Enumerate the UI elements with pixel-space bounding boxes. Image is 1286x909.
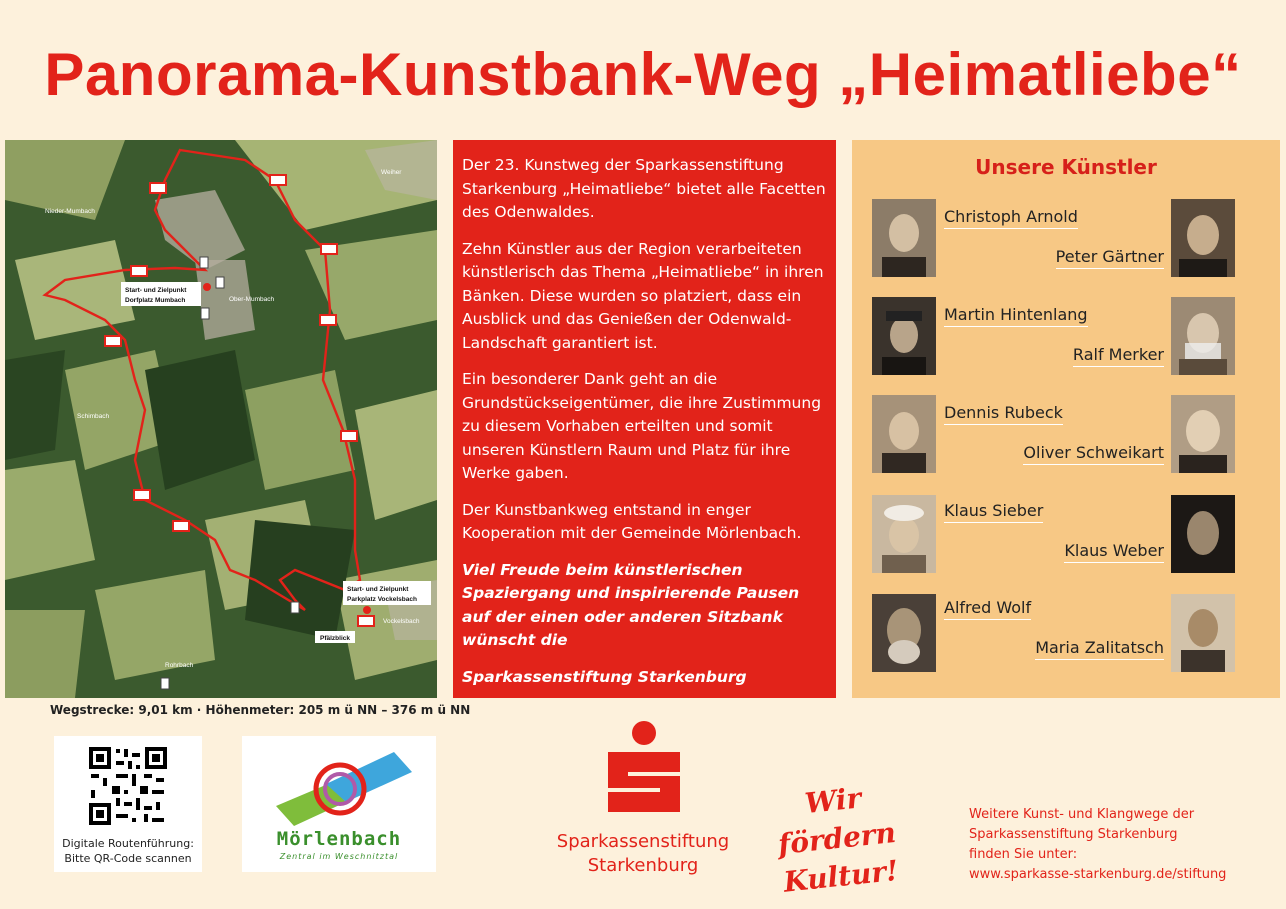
portrait-photo bbox=[872, 594, 936, 672]
artist-name: Peter Gärtner bbox=[1056, 247, 1164, 269]
artist-name: Ralf Merker bbox=[1073, 345, 1164, 367]
portrait-photo bbox=[1171, 594, 1235, 672]
qr-code-icon[interactable] bbox=[89, 747, 167, 825]
artist-name: Alfred Wolf bbox=[944, 598, 1031, 620]
qr-caption: Digitale Routenführung: Bitte QR-Code scannen bbox=[62, 837, 194, 865]
map-label: Schimbach bbox=[77, 413, 110, 420]
portrait-photo bbox=[1171, 495, 1235, 573]
moerlenbach-tagline: Zentral im Weschnitztal bbox=[279, 852, 399, 861]
artist-pair bbox=[852, 594, 1280, 674]
map-start-label: Parkplatz Vockelsbach bbox=[347, 596, 417, 603]
map-start-label: Dorfplatz Mumbach bbox=[125, 297, 186, 304]
map-label: Nieder-Mumbach bbox=[45, 208, 95, 215]
more-info: Weitere Kunst- und Klangwege der Sparkassenstiftung Starkenburg finden Sie unter: www.sparkasse-starkenburg.de/stiftung bbox=[969, 805, 1226, 885]
artist-name: Christoph Arnold bbox=[944, 207, 1078, 229]
sparkasse-name: Sparkassenstiftung Starkenburg bbox=[556, 831, 730, 876]
portrait-photo bbox=[1171, 297, 1235, 375]
map-label: Ober-Mumbach bbox=[229, 296, 275, 303]
artist-pair bbox=[852, 297, 1280, 377]
map-label: Rohrbach bbox=[165, 662, 194, 669]
portrait-photo bbox=[872, 199, 936, 277]
map-label: Pfälzblick bbox=[320, 635, 350, 642]
map-start-label: Start- und Zielpunkt bbox=[125, 287, 187, 294]
page-title: Panorama-Kunstbank-Weg „Heimatliebe“ bbox=[44, 41, 1242, 108]
portrait-photo bbox=[872, 395, 936, 473]
slogan: Wir fördern Kultur! bbox=[776, 781, 900, 899]
artist-pair bbox=[852, 199, 1280, 279]
artist-name: Oliver Schweikart bbox=[1023, 443, 1164, 465]
paragraph: Ein besonderer Dank geht an die Grundstückseigentümer, die ihre Zustimmung zu diesem Vorhaben erteilten und somit unseren Künstlern Raum und Platz für ihre Werke gaben. bbox=[462, 370, 822, 482]
portrait-photo bbox=[872, 495, 936, 573]
moerlenbach-emblem-icon bbox=[266, 744, 416, 828]
paragraph: Der 23. Kunstweg der Sparkassenstiftung Starkenburg „Heimatliebe“ bietet alle Facetten des Odenwaldes. bbox=[462, 156, 826, 221]
sparkasse-s-icon bbox=[604, 720, 684, 812]
sparkasse-logo bbox=[548, 720, 738, 880]
map-start-label: Start- und Zielpunkt bbox=[347, 586, 409, 593]
artist-name: Maria Zalitatsch bbox=[1035, 638, 1164, 660]
portrait-photo bbox=[872, 297, 936, 375]
artists-heading: Unsere Künstler bbox=[975, 155, 1157, 179]
website-link[interactable]: www.sparkasse-starkenburg.de/stiftung bbox=[969, 867, 1227, 882]
artist-pair bbox=[852, 495, 1280, 575]
moerlenbach-name: Mörlenbach bbox=[276, 828, 402, 850]
map-label: Weiher bbox=[381, 169, 402, 176]
paragraph: Viel Freude beim künstlerischen Spaziergang und inspirierende Pausen auf der einen oder anderen Sitzbank wünscht die bbox=[462, 560, 800, 649]
route-map bbox=[5, 140, 437, 698]
paragraph: Zehn Künstler aus der Region verarbeiteten künstlerisch das Thema „Heimatliebe“ in ihren Bänken. Diese wurden so platziert, dass ein Ausblick und das Genießen der Odenwald-Landschaft garantiert ist. bbox=[462, 239, 824, 352]
artist-name: Klaus Weber bbox=[1064, 541, 1164, 563]
route-stats: Wegstrecke: 9,01 km · Höhenmeter: 205 m ü NN – 376 m ü NN bbox=[50, 703, 471, 717]
portrait-photo bbox=[1171, 199, 1235, 277]
moerlenbach-logo bbox=[242, 736, 436, 872]
artists-panel bbox=[852, 140, 1280, 698]
paragraph: Der Kunstbankweg entstand in enger Kooperation mit der Gemeinde Mörlenbach. bbox=[462, 500, 802, 542]
artist-name: Martin Hintenlang bbox=[944, 305, 1088, 327]
artist-name: Dennis Rubeck bbox=[944, 403, 1063, 425]
signature: Sparkassenstiftung Starkenburg bbox=[462, 667, 747, 686]
qr-code-card[interactable] bbox=[54, 736, 202, 872]
portrait-photo bbox=[1171, 395, 1235, 473]
artist-pair bbox=[852, 395, 1280, 475]
artist-name: Klaus Sieber bbox=[944, 501, 1043, 523]
map-label: Vockelsbach bbox=[383, 618, 420, 625]
description-panel bbox=[453, 140, 836, 698]
